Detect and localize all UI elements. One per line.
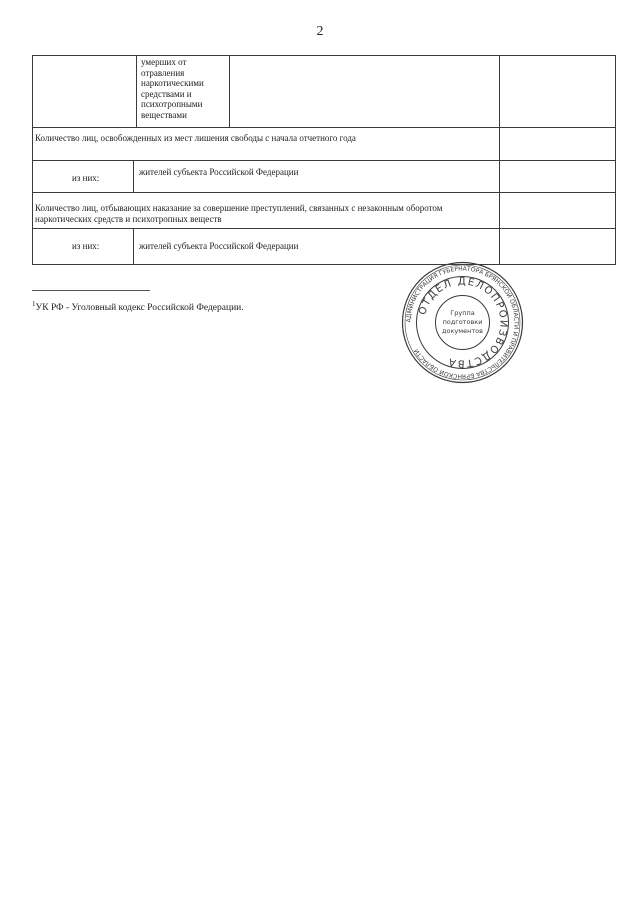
table-row-divider <box>32 160 616 161</box>
table-cell-row3-label: жителей субъекта Российской Федерации <box>139 167 299 177</box>
table-row-divider <box>32 228 616 229</box>
page-number: 2 <box>316 24 324 39</box>
footnote <box>32 300 244 313</box>
seal-inner-text: ОТДЕЛ ДЕЛОПРОИЗВОДСТВА <box>417 276 509 369</box>
table-row-divider <box>32 192 616 193</box>
footnote-marker: 1 <box>32 300 36 308</box>
table-column-divider <box>133 228 134 264</box>
table-border-top <box>32 55 616 56</box>
footnote-separator <box>32 290 150 291</box>
footnote-text: УК РФ - Уголовный кодекс Российской Федерации. <box>35 303 244 314</box>
table-cell-row4-label: Количество лиц, отбывающих наказание за совершение преступлений, связанных с незаконным оборотом наркотических средств и психотропных веществ <box>35 203 443 224</box>
table-border-left <box>32 55 33 264</box>
seal-center-line1: Группа <box>450 309 475 317</box>
seal-outer-text: АДМИНИСТРАЦИЯ ГУБЕРНАТОРА БРЯНСКОЙ ОБЛАСТИ И ПРАВИТЕЛЬСТВА БРЯНСКОЙ ОБЛАСТИ <box>405 265 520 380</box>
table-column-divider <box>229 55 230 127</box>
table-cell-row5-prefix: из них: <box>72 241 100 251</box>
official-seal-stamp <box>400 260 525 385</box>
table-column-divider <box>136 55 137 127</box>
table-cell-row3-prefix: из них: <box>72 173 100 183</box>
table-cell-row2-label: Количество лиц, освобожденных из мест лишения свободы с начала отчетного года <box>35 133 356 143</box>
seal-center-line2: подготовки <box>442 318 483 326</box>
table-cell-row5-label: жителей субъекта Российской Федерации <box>139 241 299 251</box>
seal-center-line3: документов <box>442 327 483 335</box>
table-border-right <box>615 55 616 264</box>
table-column-divider <box>133 160 134 192</box>
statistics-table <box>32 55 616 265</box>
table-border-bottom <box>32 264 616 265</box>
table-row-divider <box>32 127 616 128</box>
table-cell-row1-subject: умерших от отравления наркотическими средствами и психотропными веществами <box>141 57 204 120</box>
table-column-divider <box>499 55 500 264</box>
